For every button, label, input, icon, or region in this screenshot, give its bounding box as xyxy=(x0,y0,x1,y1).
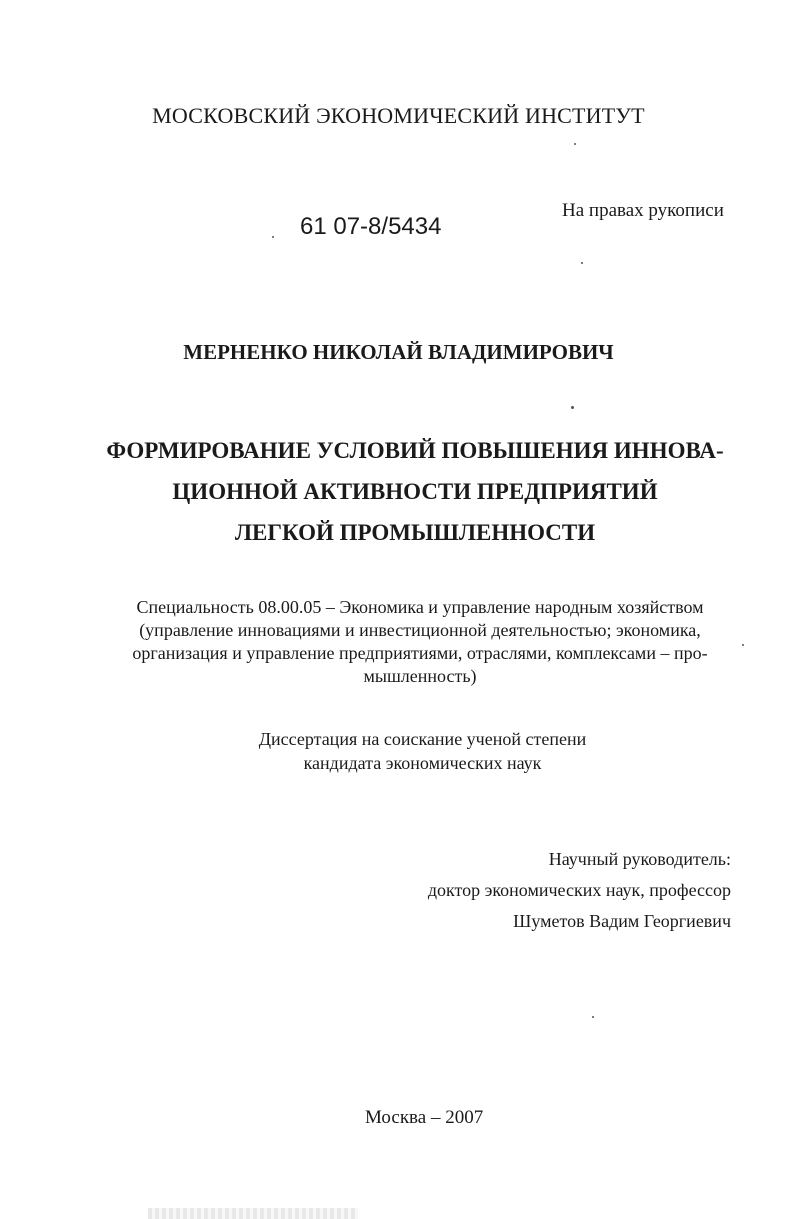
scan-artifact-strip xyxy=(148,1208,358,1219)
scan-speck xyxy=(571,406,574,409)
supervisor-label: Научный руководитель: xyxy=(548,849,731,869)
title-line: ЛЕГКОЙ ПРОМЫШЛЕННОСТИ xyxy=(234,520,596,545)
degree-block xyxy=(0,727,797,775)
scan-speck xyxy=(742,644,744,646)
supervisor-name: Шуметов Вадим Георгиевич xyxy=(513,911,731,931)
specialty-line: Специальность 08.00.05 – Экономика и управление народным хозяйством xyxy=(136,597,704,617)
catalog-code: 61 07-8/5434 xyxy=(300,213,442,240)
supervisor-credentials: доктор экономических наук, профессор xyxy=(427,880,731,900)
institute-name: МОСКОВСКИЙ ЭКОНОМИЧЕСКИЙ ИНСТИТУТ xyxy=(152,103,645,128)
specialty-block xyxy=(0,596,797,688)
rights-note: На правах рукописи xyxy=(562,200,724,221)
title-line: ЦИОННОЙ АКТИВНОСТИ ПРЕДПРИЯТИЙ xyxy=(172,479,658,504)
degree-line: кандидата экономических наук xyxy=(303,753,542,773)
scan-speck xyxy=(581,262,583,264)
specialty-line: организация и управление предприятиями, отраслями, комплексами – про- xyxy=(132,643,708,663)
scan-speck xyxy=(272,236,274,238)
title-line: ФОРМИРОВАНИЕ УСЛОВИЙ ПОВЫШЕНИЯ ИННОВА- xyxy=(106,438,724,463)
scan-speck xyxy=(592,1016,594,1018)
degree-line: Диссертация на соискание ученой степени xyxy=(258,729,587,749)
dissertation-title xyxy=(0,430,797,553)
author-name: МЕРНЕНКО НИКОЛАЙ ВЛАДИМИРОВИЧ xyxy=(183,340,614,364)
specialty-line: (управление инновациями и инвестиционной деятельностью; экономика, xyxy=(139,620,701,640)
specialty-line: мышленность) xyxy=(363,666,477,686)
place-year: Москва – 2007 xyxy=(365,1107,484,1128)
supervisor-block xyxy=(428,844,731,937)
scan-speck xyxy=(574,143,576,145)
